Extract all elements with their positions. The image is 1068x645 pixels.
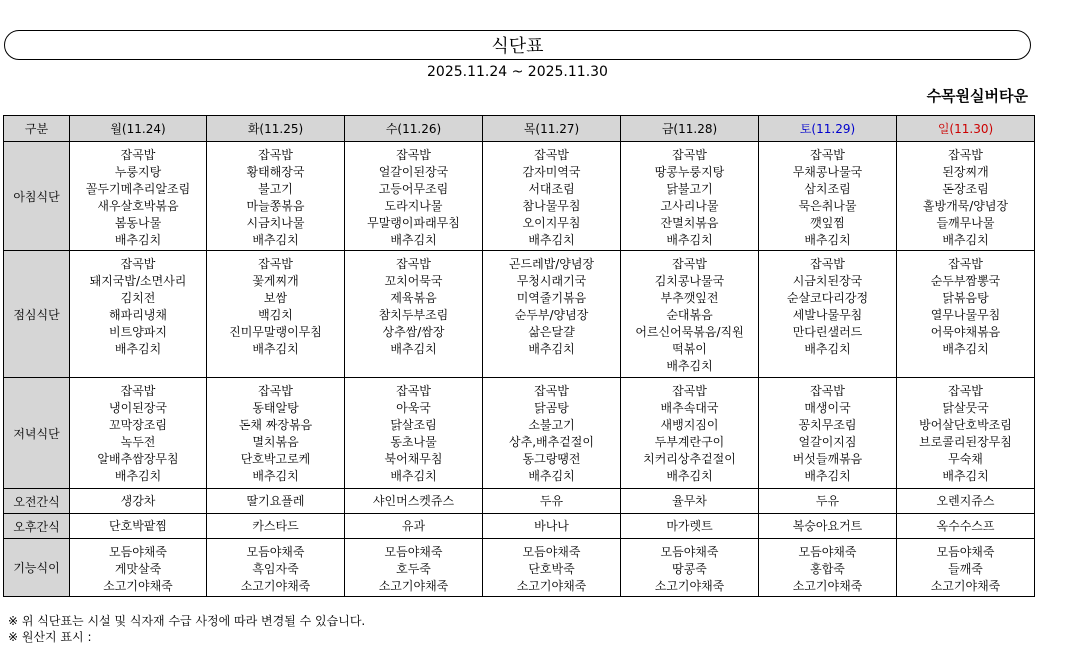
menu-item: 동초나물 [390, 435, 437, 449]
menu-item: 배추김치 [942, 342, 989, 356]
menu-item: 홀방개묵/양념장 [922, 199, 1009, 213]
menu-item: 북어채무침 [384, 452, 443, 466]
menu-cell [70, 514, 207, 539]
menu-item: 새우살호박볶음 [97, 199, 179, 213]
menu-item: 들깨죽 [948, 562, 983, 576]
menu-item: 순살코다리강정 [786, 291, 869, 305]
menu-item: 배추김치 [252, 233, 299, 247]
menu-item: 시금치나물 [246, 216, 305, 230]
menu-item: 녹두전 [120, 435, 156, 449]
title-box [4, 30, 1031, 60]
menu-item: 잡곡밥 [120, 384, 156, 398]
menu-item: 배추김치 [666, 469, 713, 483]
menu-item: 냉이된장국 [109, 401, 167, 415]
menu-item: 닭불고기 [666, 182, 713, 196]
menu-item: 잡곡밥 [810, 257, 845, 271]
menu-item: 브로콜리된장무침 [919, 435, 1012, 449]
meal-label: 기능식이 [4, 539, 70, 597]
menu-item: 배추김치 [528, 469, 575, 483]
day-header-sun: 일(11.30) [897, 116, 1035, 142]
menu-item: 배추김치 [114, 342, 162, 356]
menu-item: 배추김치 [804, 469, 851, 483]
menu-cell [759, 142, 897, 251]
menu-item: 보쌈 [263, 291, 288, 305]
menu-item: 닭곰탕 [534, 401, 569, 415]
footnote: ※ 위 식단표는 시설 및 식자재 수급 사정에 따라 변경될 수 있습니다. [8, 614, 366, 628]
menu-cell [483, 251, 621, 378]
menu-item: 꼴두기메추리알조림 [85, 182, 191, 196]
menu-cell [345, 489, 483, 514]
menu-item: 동태알탕 [252, 401, 299, 415]
menu-item: 잡곡밥 [534, 384, 569, 398]
menu-item: 땅콩누룽지탕 [654, 165, 725, 179]
menu-item: 꼬막장조림 [109, 418, 167, 432]
menu-item: 율무차 [672, 493, 707, 508]
menu-item: 된장찌개 [942, 165, 989, 179]
menu-cell [70, 378, 207, 489]
day-header-tue: 화(11.25) [207, 116, 345, 142]
menu-item: 배추김치 [942, 233, 989, 247]
menu-item: 배추김치 [252, 342, 299, 356]
menu-item: 복숭아요거트 [792, 518, 863, 533]
menu-item: 치커리상추겉절이 [643, 452, 736, 466]
menu-item: 땅콩죽 [672, 562, 707, 576]
menu-item: 두유 [539, 493, 564, 508]
menu-item: 카스타드 [252, 518, 299, 533]
meal-label: 저녁식단 [4, 378, 70, 489]
day-header-thu: 목(11.27) [483, 116, 621, 142]
menu-item: 배추김치 [666, 359, 713, 373]
menu-item: 소고기야채죽 [240, 579, 311, 593]
menu-item: 상추,배추겉절이 [509, 435, 594, 449]
menu-cell [621, 142, 759, 251]
menu-item: 얼갈이지짐 [798, 435, 857, 449]
menu-period: 2025.11.24 ~ 2025.11.30 [427, 64, 608, 80]
menu-item: 비트양파지 [109, 325, 167, 339]
menu-item: 꽁치무조림 [798, 418, 857, 432]
menu-item: 잡곡밥 [948, 257, 983, 271]
menu-item: 마늘쫑볶음 [246, 199, 305, 213]
origin-footnote: ※ 원산지 표시 : [8, 630, 92, 644]
menu-item: 잡곡밥 [258, 148, 293, 162]
menu-item: 무채콩나물국 [792, 165, 863, 179]
menu-item: 모듬야채죽 [384, 545, 443, 559]
menu-item: 오이지무침 [522, 216, 581, 230]
menu-item: 김치콩나물국 [654, 274, 725, 288]
meal-label: 오후간식 [4, 514, 70, 539]
menu-item: 닭살조림 [390, 418, 437, 432]
menu-item: 백김치 [258, 308, 293, 322]
menu-item: 두유 [815, 493, 840, 508]
menu-item: 잡곡밥 [672, 148, 707, 162]
menu-item: 닭볶음탕 [942, 291, 989, 305]
menu-item: 모듬야채죽 [660, 545, 719, 559]
menu-item: 열무나물무침 [930, 308, 1001, 322]
menu-item: 옥수수스프 [936, 518, 995, 533]
menu-item: 배추김치 [114, 469, 162, 483]
menu-cell [207, 489, 345, 514]
meal-label: 점심식단 [4, 251, 70, 378]
menu-item: 떡볶이 [672, 342, 707, 356]
day-header-fri: 금(11.28) [621, 116, 759, 142]
menu-cell [621, 489, 759, 514]
menu-item: 새뱅지짐이 [660, 418, 719, 432]
menu-item: 소고기야채죽 [654, 579, 725, 593]
menu-item: 소불고기 [528, 418, 575, 432]
meal-row-lunch [4, 251, 1035, 378]
menu-item: 딸기요플레 [246, 493, 305, 508]
menu-item: 불고기 [258, 182, 293, 196]
menu-item: 배추김치 [390, 469, 437, 483]
menu-cell [759, 251, 897, 378]
menu-item: 홍합죽 [810, 562, 845, 576]
menu-cell [897, 539, 1035, 597]
menu-item: 모듬야채죽 [936, 545, 995, 559]
day-header-wed: 수(11.26) [345, 116, 483, 142]
menu-item: 배추김치 [252, 469, 299, 483]
menu-item: 잡곡밥 [810, 384, 845, 398]
menu-item: 어묵야채볶음 [930, 325, 1001, 339]
menu-item: 배추김치 [804, 342, 851, 356]
menu-item: 미역줄기볶음 [516, 291, 587, 305]
menu-item: 시금치된장국 [792, 274, 863, 288]
menu-item: 고사리나물 [660, 199, 719, 213]
menu-item: 꽃게찌개 [252, 274, 299, 288]
menu-item: 봄동나물 [114, 216, 162, 230]
menu-item: 얼갈이된장국 [378, 165, 449, 179]
menu-item: 해파리냉채 [109, 308, 167, 322]
menu-item: 참나물무침 [522, 199, 581, 213]
menu-cell [483, 489, 621, 514]
menu-item: 배추김치 [942, 469, 989, 483]
menu-cell [621, 378, 759, 489]
menu-item: 소고기야채죽 [378, 579, 449, 593]
menu-item: 김치전 [120, 291, 156, 305]
menu-item: 유과 [401, 518, 426, 533]
page-title: 식단표 [491, 36, 544, 57]
menu-item: 두부계란구이 [654, 435, 725, 449]
menu-item: 마가렛트 [666, 518, 713, 533]
menu-item: 잡곡밥 [258, 384, 293, 398]
menu-item: 도라지나물 [384, 199, 443, 213]
menu-cell [207, 539, 345, 597]
menu-item: 배추김치 [390, 233, 437, 247]
menu-item: 순두부짬뽕국 [930, 274, 1001, 288]
menu-item: 잔멸치볶음 [660, 216, 719, 230]
menu-item: 고등어무조림 [378, 182, 449, 196]
menu-item: 곤드레밥/양념장 [508, 257, 595, 271]
menu-item: 멸치볶음 [252, 435, 299, 449]
menu-item: 세발나물무침 [792, 308, 863, 322]
menu-item: 만다린샐러드 [792, 325, 863, 339]
menu-cell [759, 539, 897, 597]
menu-item: 배추김치 [114, 233, 162, 247]
menu-item: 모듬야채죽 [798, 545, 857, 559]
menu-item: 삼치조림 [804, 182, 851, 196]
menu-cell [70, 142, 207, 251]
menu-item: 참치두부조림 [378, 308, 449, 322]
menu-item: 단호박팥찜 [109, 518, 167, 533]
day-header-sat: 토(11.29) [759, 116, 897, 142]
menu-item: 흑임자죽 [252, 562, 299, 576]
menu-item: 깻잎찜 [810, 216, 845, 230]
menu-cell [345, 251, 483, 378]
menu-item: 잡곡밥 [396, 257, 431, 271]
menu-cell [483, 378, 621, 489]
menu-item: 잡곡밥 [672, 257, 707, 271]
menu-item: 무청시래기국 [516, 274, 587, 288]
menu-cell [70, 489, 207, 514]
menu-cell [621, 539, 759, 597]
menu-item: 생강차 [120, 493, 156, 508]
menu-item: 버섯들깨볶음 [792, 452, 863, 466]
menu-cell [207, 142, 345, 251]
menu-item: 배추김치 [666, 233, 713, 247]
menu-cell [621, 251, 759, 378]
menu-item: 소고기야채죽 [103, 579, 173, 593]
menu-cell [345, 378, 483, 489]
meal-row-functional-diet [4, 539, 1035, 597]
menu-item: 배추김치 [528, 342, 575, 356]
header-row [4, 116, 1035, 142]
menu-item: 모듬야채죽 [109, 545, 167, 559]
menu-cell [207, 251, 345, 378]
menu-item: 어르신어묵볶음/직원 [635, 325, 744, 339]
menu-item: 단호박죽 [528, 562, 575, 576]
menu-item: 오렌지쥬스 [936, 493, 995, 508]
menu-cell [897, 489, 1035, 514]
menu-item: 잡곡밥 [534, 148, 569, 162]
menu-item: 부추깻잎전 [660, 291, 719, 305]
menu-item: 배추속대국 [660, 401, 719, 415]
menu-item: 돼지국밥/소면사리 [89, 274, 187, 288]
menu-item: 황태해장국 [246, 165, 305, 179]
menu-item: 소고기야채죽 [516, 579, 587, 593]
menu-cell [897, 251, 1035, 378]
menu-item: 단호박고로케 [240, 452, 311, 466]
corner-header: 구분 [4, 116, 70, 142]
menu-item: 삶은달걀 [528, 325, 575, 339]
organization-name: 수목원실버타운 [926, 87, 1028, 105]
menu-cell [345, 539, 483, 597]
menu-cell [759, 489, 897, 514]
menu-item: 배추김치 [528, 233, 575, 247]
meal-row-dinner [4, 378, 1035, 489]
menu-cell [345, 142, 483, 251]
menu-item: 서대조림 [528, 182, 575, 196]
meal-row-afternoon-snack [4, 514, 1035, 539]
meal-label: 오전간식 [4, 489, 70, 514]
menu-item: 잡곡밥 [672, 384, 707, 398]
menu-item: 돈장조림 [942, 182, 989, 196]
menu-item: 알배추쌈장무침 [97, 452, 179, 466]
menu-item: 잡곡밥 [948, 384, 983, 398]
menu-item: 진미무말랭이무침 [229, 325, 322, 339]
menu-item: 아욱국 [396, 401, 431, 415]
menu-cell [759, 378, 897, 489]
menu-cell [759, 514, 897, 539]
menu-item: 잡곡밥 [396, 384, 431, 398]
menu-item: 돈채 짜장볶음 [238, 418, 313, 432]
menu-item: 게맛살죽 [114, 562, 162, 576]
day-header-mon: 월(11.24) [70, 116, 207, 142]
meal-row-breakfast [4, 142, 1035, 251]
menu-item: 상추쌈/쌈장 [382, 325, 445, 339]
menu-item: 제육볶음 [390, 291, 437, 305]
menu-item: 바나나 [534, 518, 569, 533]
menu-item: 잡곡밥 [396, 148, 431, 162]
menu-item: 소고기야채죽 [792, 579, 863, 593]
menu-cell [483, 142, 621, 251]
meal-row-morning-snack [4, 489, 1035, 514]
menu-item: 감자미역국 [522, 165, 581, 179]
menu-item: 동그랑땡전 [522, 452, 581, 466]
menu-item: 매생이국 [804, 401, 851, 415]
menu-item: 무말랭이파래무침 [367, 216, 460, 230]
menu-item: 소고기야채죽 [930, 579, 1001, 593]
menu-item: 샤인머스켓쥬스 [372, 493, 455, 508]
menu-table [3, 115, 1035, 597]
menu-item: 배추김치 [804, 233, 851, 247]
menu-cell [897, 142, 1035, 251]
menu-item: 순대볶음 [666, 308, 713, 322]
menu-cell [207, 514, 345, 539]
menu-cell [621, 514, 759, 539]
menu-cell [483, 514, 621, 539]
menu-item: 배추김치 [390, 342, 437, 356]
menu-item: 모듬야채죽 [246, 545, 305, 559]
menu-cell [897, 378, 1035, 489]
menu-item: 호두죽 [396, 562, 431, 576]
meal-label: 아침식단 [4, 142, 70, 251]
menu-item: 무숙채 [948, 452, 983, 466]
menu-item: 순두부/양념장 [514, 308, 589, 322]
menu-item: 모듬야채죽 [522, 545, 581, 559]
menu-item: 잡곡밥 [120, 148, 156, 162]
menu-item: 잡곡밥 [120, 257, 156, 271]
menu-item: 누룽지탕 [114, 165, 162, 179]
menu-item: 잡곡밥 [258, 257, 293, 271]
menu-cell [345, 514, 483, 539]
menu-item: 들깨무나물 [936, 216, 995, 230]
menu-item: 방어살단호박조림 [919, 418, 1012, 432]
menu-item: 잡곡밥 [948, 148, 983, 162]
menu-cell [897, 514, 1035, 539]
menu-item: 잡곡밥 [810, 148, 845, 162]
menu-item: 묵은취나물 [798, 199, 857, 213]
menu-item: 꼬치어묵국 [384, 274, 443, 288]
menu-cell [70, 251, 207, 378]
menu-cell [70, 539, 207, 597]
menu-item: 닭살뭇국 [942, 401, 989, 415]
menu-cell [483, 539, 621, 597]
menu-cell [207, 378, 345, 489]
